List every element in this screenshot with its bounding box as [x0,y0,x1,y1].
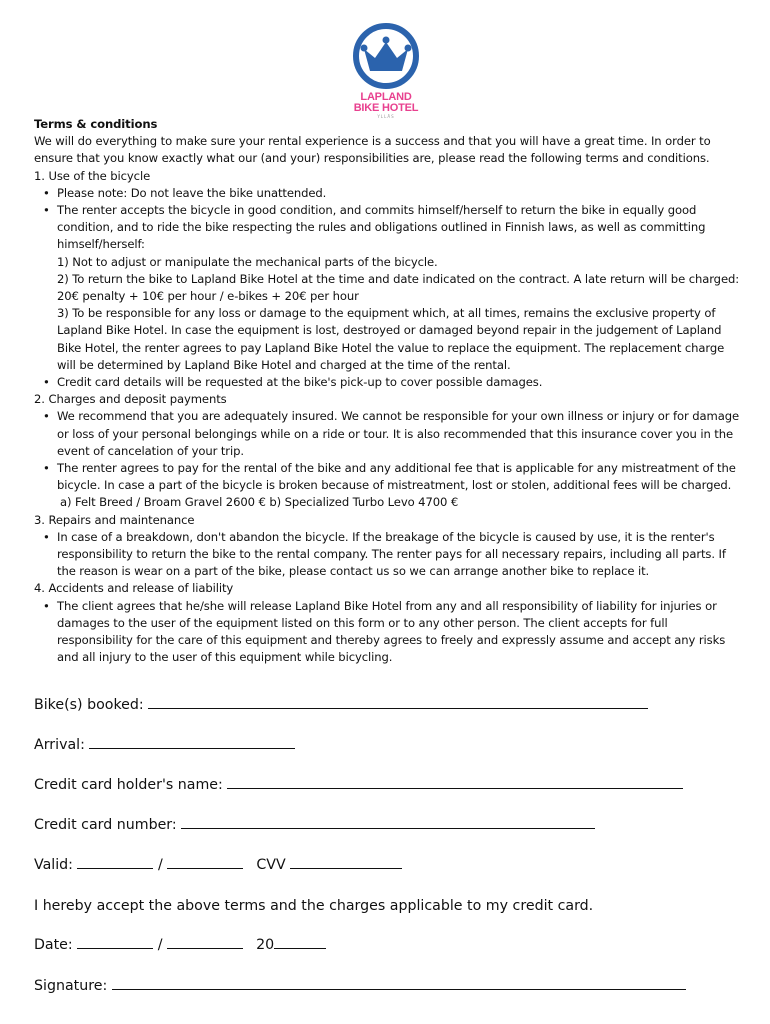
section-bullets [34,529,746,581]
card-holder-label: Credit card holder's name: [34,777,223,793]
list-item [57,202,746,374]
date-row [34,933,326,957]
terms-title: Terms & conditions [34,117,158,131]
section-bullets [34,598,746,667]
valid-row [34,853,402,877]
accept-statement: I hereby accept the above terms and the charges applicable to my credit card. [34,898,594,914]
crown-icon [347,22,425,92]
valid-label: Valid: [34,857,73,873]
logo-tagline: YLLÄS [377,114,395,119]
bikes-booked-field[interactable] [148,694,648,709]
list-item: • We recommend that you are adequately insured. We cannot be responsible for your own illness or injury or for damage or loss of your personal belongings while on a ride or tour. It is also recommended that this insurance cover you in the event of cancelation of your trip. [57,408,746,460]
list-item: • In case of a breakdown, don't abandon the bicycle. If the breakage of the bicycle is caused by use, it is the renter's responsibility to return the bike to the rental company. The renter pays for all necessary repairs, including all parts. If the reason is wear on a part of the bike, please contact us so we can arrange another bike to replace it. [57,529,746,581]
section-heading: 4. Accidents and release of liability [34,581,234,596]
card-holder-field[interactable] [227,774,683,789]
section-heading: 3. Repairs and maintenance [34,512,195,527]
arrival-row [34,733,295,757]
signature-field[interactable] [112,975,686,990]
date-year-field[interactable] [274,934,326,949]
list-item-text: The renter agrees to pay for the rental of the bike and any additional fee that is applicable for any mistreatment of the bicycle. In case a part of the bicycle is broken because of mistreatment, lost or stolen, additional fees will be charged. [57,461,736,493]
year-prefix: 20 [256,937,275,953]
date-month-field[interactable] [167,934,243,949]
list-item: • Please note: Do not leave the bike unattended. [57,185,746,202]
valid-month-field[interactable] [77,854,153,869]
list-item: • Credit card details will be requested at the bike's pick-up to cover possible damages. [57,374,746,391]
terms-and-conditions [34,116,746,667]
section-bullets [34,408,746,511]
valid-year-field[interactable] [167,854,243,869]
sub-item: 3) To be responsible for any loss or damage to the equipment which, at all times, remains the exclusive property of Lapland Bike Hotel. In case the equipment is lost, destroyed or damaged beyond repair in the judgement of Lapland Bike Hotel, the renter agrees to pay Lapland Bike Hotel the value to replace the equipment. The replacement charge will be determined by Lapland Bike Hotel and charged at the time of the rental. [57,306,725,372]
bike-value-list: a) Felt Breed / Broam Gravel 2600 € b) Specialized Turbo Levo 4700 € [60,495,459,510]
logo-wordmark-line1: LAPLAND [360,91,412,103]
bikes-booked-label: Bike(s) booked: [34,697,144,713]
arrival-field[interactable] [89,734,295,749]
cvv-label: CVV [256,857,286,873]
list-item-text: The renter accepts the bicycle in good condition, and commits himself/herself to return the bike in equally good condition, and to ride the bike respecting the rules and obligations outlined in Finnish laws, as well as committing himself/herself: [57,203,706,252]
sub-item: 1) Not to adjust or manipulate the mechanical parts of the bicycle. [57,254,438,269]
card-number-field[interactable] [181,814,595,829]
logo-wordmark-line2: BIKE HOTEL [353,102,419,114]
signature-label: Signature: [34,978,108,994]
date-day-field[interactable] [77,934,153,949]
date-separator: / [157,937,163,953]
list-item [57,460,746,512]
date-label: Date: [34,937,73,953]
section-heading: 1. Use of the bicycle [34,168,151,183]
valid-separator: / [158,857,163,873]
cvv-field[interactable] [290,854,402,869]
signature-row [34,974,686,998]
arrival-label: Arrival: [34,737,85,753]
card-number-label: Credit card number: [34,817,177,833]
lapland-bike-hotel-logo [347,22,425,122]
section-bullets [34,185,746,391]
section-heading: 2. Charges and deposit payments [34,392,227,407]
sub-item: 2) To return the bike to Lapland Bike Hotel at the time and date indicated on the contract. A late return will be charged: 20€ penalty + 10€ per hour / e-bikes + 20€ per hour [57,271,740,304]
bikes-booked-row [34,693,648,717]
terms-intro: We will do everything to make sure your rental experience is a success and that you will have a great time. In order to ensure that you know exactly what our (and your) responsibilities are, please read the following terms and conditions. [34,134,711,166]
card-holder-row [34,773,683,797]
card-number-row [34,813,595,837]
list-item: • The client agrees that he/she will release Lapland Bike Hotel from any and all responsibility of liability for injuries or damages to the user of the equipment listed on this form or to any other person. The client accepts for full responsibility for the care of this equipment and thereby agrees to freely and expressly assume and accept any risks and all injury to the user of this equipment while bicycling. [57,598,746,667]
